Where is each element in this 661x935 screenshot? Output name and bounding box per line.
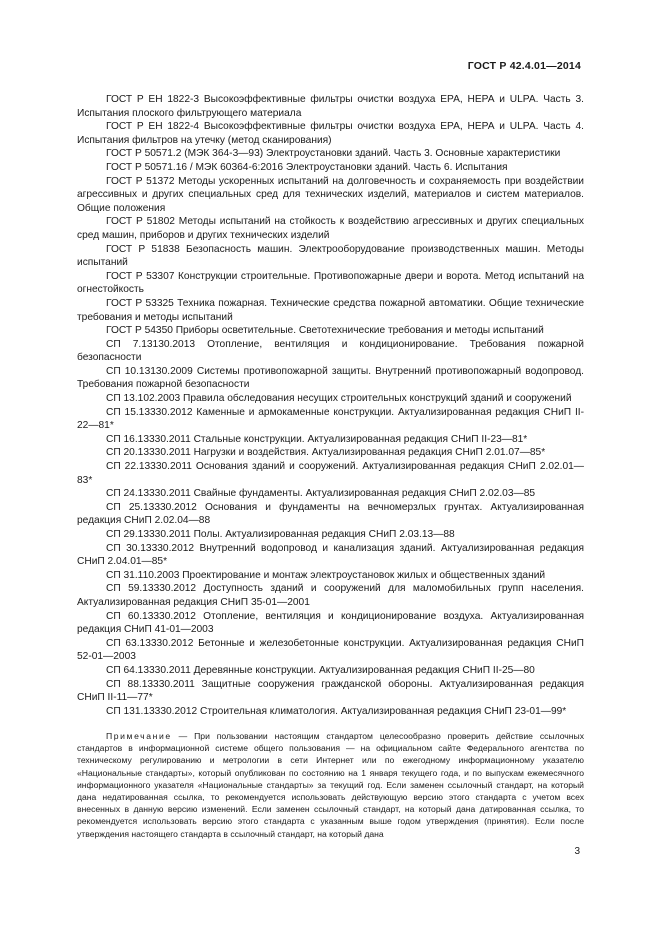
reference-item: ГОСТ Р 53307 Конструкции строительные. Противопожарные двери и ворота. Метод испытаний на огнестойкость [77,270,584,296]
reference-item: ГОСТ Р 50571.16 / МЭК 60364-6:2016 Электроустановки зданий. Часть 6. Испытания [106,161,508,173]
normative-references-list [77,93,584,718]
reference-item: СП 29.13330.2011 Полы. Актуализированная редакция СНиП 2.03.13—88 [106,529,455,540]
reference-item: СП 131.13330.2012 Строительная климатология. Актуализированная редакция СНиП 23-01—99* [106,705,567,717]
reference-item: СП 13.102.2003 Правила обследования несущих строительных конструкций зданий и сооружений [106,393,572,405]
reference-item: СП 10.13130.2009 Системы противопожарной защиты. Внутренний противопожарный водопровод. Требования пожарной безопасности [77,365,584,391]
reference-item: СП 63.13330.2012 Бетонные и железобетонные конструкции. Актуализированная редакция СНиП 52-01—2003 [77,637,584,663]
reference-item: ГОСТ Р 53325 Техника пожарная. Технические средства пожарной автоматики. Общие технические требования и методы испытаний [77,297,584,323]
reference-item: ГОСТ Р 50571.2 (МЭК 364-3—93) Электроустановки зданий. Часть 3. Основные характеристики [106,148,561,160]
reference-item: ГОСТ Р 54350 Приборы осветительные. Светотехнические требования и методы испытаний [106,325,544,337]
reference-item: СП 30.13330.2012 Внутренний водопровод и канализация зданий. Актуализированная редакция СНиП 2.04.01—85* [77,542,584,568]
reference-item: СП 60.13330.2012 Отопление, вентиляция и кондиционирование воздуха. Актуализированная редакция СНиП 41-01—2003 [77,610,584,636]
reference-item: СП 24.13330.2011 Свайные фундаменты. Актуализированная редакция СНиП 2.02.03—85 [106,488,536,500]
reference-item: ГОСТ Р ЕН 1822-4 Высокоэффективные фильтры очистки воздуха ЕРА, НЕРА и ULPA. Часть 4. Испытания фильтров на утечку (метод сканирования) [77,121,584,146]
note-text: — При пользовании настоящим стандартом целесообразно проверить действие ссылочных стандартов в информационной системе общего пользования — на официальном сайте Федерального агентства по техническому регулированию и метрологии в сети Интернет или по ежегодному информационному указателю «Национальные стандарты», который опубликован по состоянию на 1 января текущего года, и по выпускам ежемесячного информационного указателя «Национальные стандарты» за текущий год. Если заменен ссылочный стандарт, на который дана недатированная ссылка, то рекомендуется использовать действующую версию этого стандарта с учетом всех внесенных в данную версию изменений. Если заменен ссылочный стандарт, на который дана датированная ссылка, то рекомендуется использовать версию этого стандарта с указанным выше годом утверждения (принятия). Если после утверждения настоящего стандарта в ссылочный стандарт, на который дана [77,731,584,839]
page-number: 3 [574,846,580,857]
reference-item: СП 31.110.2003 Проектирование и монтаж электроустановок жилых и общественных зданий [106,569,546,581]
note-paragraph [77,730,584,840]
reference-item: ГОСТ Р 51838 Безопасность машин. Электрооборудование производственных машин. Методы испытаний [77,243,584,269]
reference-item: ГОСТ Р 51372 Методы ускоренных испытаний на долговечность и сохраняемость при воздействии агрессивных и других специальных сред для технических изделий, материалов и систем материалов. Общие положения [77,175,584,214]
reference-item: СП 16.13330.2011 Стальные конструкции. Актуализированная редакция СНиП II-23—81* [106,433,528,445]
document-header: ГОСТ Р 42.4.01—2014 [467,60,581,72]
reference-item: СП 25.13330.2012 Основания и фундаменты на вечномерзлых грунтах. Актуализированная редакция СНиП 2.02.04—88 [77,501,584,527]
reference-item: СП 15.13330.2012 Каменные и армокаменные конструкции. Актуализированная редакция СНиП II-22—81* [77,406,584,432]
reference-item: ГОСТ Р ЕН 1822-3 Высокоэффективные фильтры очистки воздуха ЕРА, НЕРА и ULPA. Часть 3. Испытания плоского фильтрующего материала [77,94,584,119]
note-label: Примечание [106,731,172,741]
reference-item: СП 20.13330.2011 Нагрузки и воздействия. Актуализированная редакция СНиП 2.01.07—85* [106,447,546,459]
reference-item: СП 22.13330.2011 Основания зданий и сооружений. Актуализированная редакция СНиП 2.02.01—83* [77,461,584,486]
reference-item: СП 64.13330.2011 Деревянные конструкции. Актуализированная редакция СНиП II-25—80 [106,664,535,676]
reference-item: СП 88.13330.2011 Защитные сооружения гражданской обороны. Актуализированная редакция СНиП II-11—77* [77,678,584,704]
reference-item: СП 7.13130.2013 Отопление, вентиляция и кондиционирование. Требования пожарной безопасности [77,338,584,364]
reference-item: ГОСТ Р 51802 Методы испытаний на стойкость к воздействию агрессивных и других специальных сред машин, приборов и других технических изделий [77,216,584,241]
reference-item: СП 59.13330.2012 Доступность зданий и сооружений для маломобильных групп населения. Актуализированная редакция СНиП 35-01—2001 [77,583,584,608]
